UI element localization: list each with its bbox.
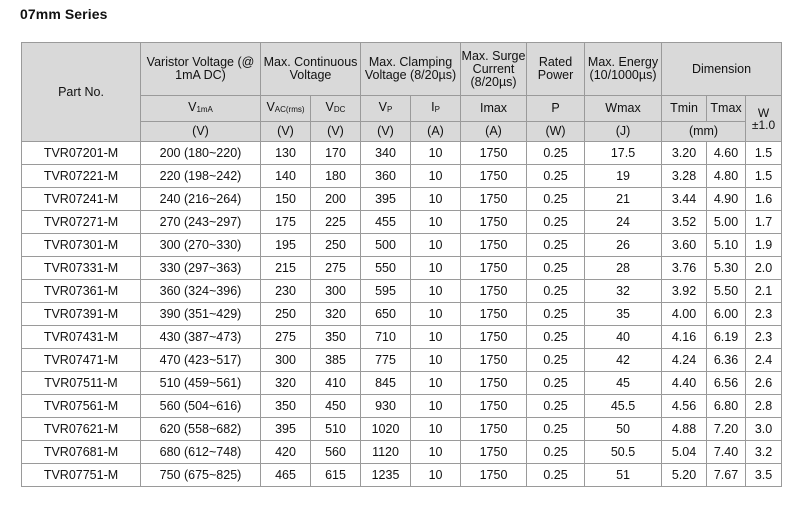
cell-imax: 1750 [461, 441, 527, 464]
cell-ip: 10 [411, 234, 461, 257]
cell-vac: 465 [261, 464, 311, 487]
cell-ip: 10 [411, 257, 461, 280]
cell-varistor-voltage: 430 (387~473) [141, 326, 261, 349]
cell-vac: 275 [261, 326, 311, 349]
cell-varistor-voltage: 510 (459~561) [141, 372, 261, 395]
cell-energy: 42 [585, 349, 662, 372]
cell-imax: 1750 [461, 165, 527, 188]
header-max-continuous-voltage: Max. Continuous Voltage [261, 43, 361, 96]
header-part-no: Part No. [22, 43, 141, 142]
cell-tmax: 5.10 [707, 234, 746, 257]
symbol-ip [411, 96, 461, 122]
cell-vac: 300 [261, 349, 311, 372]
cell-vp: 500 [361, 234, 411, 257]
spec-table-body [22, 142, 782, 487]
cell-vp: 340 [361, 142, 411, 165]
cell-vp: 650 [361, 303, 411, 326]
cell-varistor-voltage: 240 (216~264) [141, 188, 261, 211]
cell-w: 2.0 [746, 257, 782, 280]
cell-energy: 28 [585, 257, 662, 280]
cell-varistor-voltage: 470 (423~517) [141, 349, 261, 372]
cell-part-no: TVR07391-M [22, 303, 141, 326]
cell-vdc: 200 [311, 188, 361, 211]
cell-tmin: 5.04 [662, 441, 707, 464]
symbol-vac [261, 96, 311, 122]
cell-tmax: 7.67 [707, 464, 746, 487]
cell-tmin: 5.20 [662, 464, 707, 487]
cell-vdc: 450 [311, 395, 361, 418]
unit-vp: (V) [361, 122, 411, 142]
unit-mm: (mm) [662, 122, 746, 142]
cell-part-no: TVR07561-M [22, 395, 141, 418]
cell-w: 1.5 [746, 165, 782, 188]
cell-power: 0.25 [527, 326, 585, 349]
cell-w: 1.6 [746, 188, 782, 211]
table-row [22, 257, 782, 280]
cell-vac: 420 [261, 441, 311, 464]
cell-w: 3.0 [746, 418, 782, 441]
cell-varistor-voltage: 390 (351~429) [141, 303, 261, 326]
symbol-wmax: Wmax [585, 96, 662, 122]
spec-table [21, 42, 782, 487]
table-row [22, 349, 782, 372]
cell-energy: 50 [585, 418, 662, 441]
cell-varistor-voltage: 300 (270~330) [141, 234, 261, 257]
cell-vac: 250 [261, 303, 311, 326]
cell-vp: 360 [361, 165, 411, 188]
cell-power: 0.25 [527, 234, 585, 257]
cell-varistor-voltage: 680 (612~748) [141, 441, 261, 464]
header-varistor-voltage: Varistor Voltage (@ 1mA DC) [141, 43, 261, 96]
cell-tmax: 5.50 [707, 280, 746, 303]
cell-ip: 10 [411, 464, 461, 487]
cell-w: 2.1 [746, 280, 782, 303]
cell-tmin: 3.44 [662, 188, 707, 211]
symbol-vp-main: V [378, 100, 388, 114]
cell-tmax: 6.80 [707, 395, 746, 418]
cell-imax: 1750 [461, 326, 527, 349]
cell-part-no: TVR07471-M [22, 349, 141, 372]
cell-vp: 710 [361, 326, 411, 349]
cell-energy: 50.5 [585, 441, 662, 464]
cell-imax: 1750 [461, 349, 527, 372]
cell-energy: 17.5 [585, 142, 662, 165]
cell-tmin: 4.16 [662, 326, 707, 349]
cell-part-no: TVR07301-M [22, 234, 141, 257]
cell-tmax: 6.36 [707, 349, 746, 372]
cell-part-no: TVR07621-M [22, 418, 141, 441]
cell-vdc: 170 [311, 142, 361, 165]
cell-vac: 130 [261, 142, 311, 165]
symbol-w: W ±1.0 [746, 96, 782, 142]
table-row [22, 165, 782, 188]
symbol-v1ma [141, 96, 261, 122]
cell-power: 0.25 [527, 418, 585, 441]
cell-vp: 1120 [361, 441, 411, 464]
cell-tmin: 3.52 [662, 211, 707, 234]
cell-varistor-voltage: 220 (198~242) [141, 165, 261, 188]
cell-w: 1.7 [746, 211, 782, 234]
cell-power: 0.25 [527, 303, 585, 326]
cell-ip: 10 [411, 349, 461, 372]
cell-vdc: 510 [311, 418, 361, 441]
cell-ip: 10 [411, 165, 461, 188]
unit-imax: (A) [461, 122, 527, 142]
cell-power: 0.25 [527, 165, 585, 188]
cell-energy: 24 [585, 211, 662, 234]
cell-part-no: TVR07511-M [22, 372, 141, 395]
cell-tmin: 3.92 [662, 280, 707, 303]
cell-energy: 45.5 [585, 395, 662, 418]
cell-imax: 1750 [461, 303, 527, 326]
symbol-ip-main: I [431, 100, 435, 114]
cell-vac: 395 [261, 418, 311, 441]
table-row [22, 372, 782, 395]
cell-vp: 1235 [361, 464, 411, 487]
header-rated-power: Rated Power [527, 43, 585, 96]
cell-energy: 26 [585, 234, 662, 257]
cell-vac: 215 [261, 257, 311, 280]
cell-tmin: 3.20 [662, 142, 707, 165]
cell-vac: 175 [261, 211, 311, 234]
cell-w: 1.5 [746, 142, 782, 165]
cell-imax: 1750 [461, 464, 527, 487]
cell-vdc: 560 [311, 441, 361, 464]
cell-vdc: 275 [311, 257, 361, 280]
cell-imax: 1750 [461, 395, 527, 418]
cell-w: 2.8 [746, 395, 782, 418]
cell-w: 2.3 [746, 326, 782, 349]
cell-tmax: 4.80 [707, 165, 746, 188]
symbol-tmin: Tmin [662, 96, 707, 122]
cell-tmin: 4.40 [662, 372, 707, 395]
cell-tmax: 6.00 [707, 303, 746, 326]
cell-w: 1.9 [746, 234, 782, 257]
table-row [22, 234, 782, 257]
symbol-vac-sub: AC(rms) [274, 105, 305, 114]
cell-imax: 1750 [461, 188, 527, 211]
cell-tmax: 7.20 [707, 418, 746, 441]
cell-vdc: 320 [311, 303, 361, 326]
table-row [22, 395, 782, 418]
cell-power: 0.25 [527, 211, 585, 234]
header-dimension: Dimension [662, 43, 782, 96]
cell-energy: 51 [585, 464, 662, 487]
symbol-p: P [527, 96, 585, 122]
unit-energy: (J) [585, 122, 662, 142]
cell-tmax: 4.60 [707, 142, 746, 165]
cell-vp: 775 [361, 349, 411, 372]
cell-ip: 10 [411, 395, 461, 418]
cell-part-no: TVR07331-M [22, 257, 141, 280]
cell-ip: 10 [411, 280, 461, 303]
symbol-v1ma-main: V [188, 100, 197, 114]
cell-varistor-voltage: 200 (180~220) [141, 142, 261, 165]
table-row [22, 441, 782, 464]
cell-energy: 32 [585, 280, 662, 303]
cell-tmin: 3.76 [662, 257, 707, 280]
table-row [22, 142, 782, 165]
unit-vdc: (V) [311, 122, 361, 142]
symbol-tmax: Tmax [707, 96, 746, 122]
cell-imax: 1750 [461, 372, 527, 395]
cell-part-no: TVR07431-M [22, 326, 141, 349]
cell-vac: 140 [261, 165, 311, 188]
cell-vp: 395 [361, 188, 411, 211]
symbol-v1ma-sub: 1mA [196, 105, 213, 114]
table-row [22, 303, 782, 326]
cell-varistor-voltage: 330 (297~363) [141, 257, 261, 280]
symbol-vp-sub: P [387, 105, 393, 114]
cell-power: 0.25 [527, 464, 585, 487]
cell-imax: 1750 [461, 211, 527, 234]
cell-energy: 40 [585, 326, 662, 349]
cell-vac: 230 [261, 280, 311, 303]
cell-part-no: TVR07201-M [22, 142, 141, 165]
cell-imax: 1750 [461, 142, 527, 165]
cell-tmax: 4.90 [707, 188, 746, 211]
symbol-vdc-main: V [325, 100, 334, 114]
cell-vdc: 300 [311, 280, 361, 303]
cell-imax: 1750 [461, 234, 527, 257]
cell-tmin: 3.60 [662, 234, 707, 257]
cell-ip: 10 [411, 418, 461, 441]
unit-vac: (V) [261, 122, 311, 142]
cell-ip: 10 [411, 303, 461, 326]
cell-ip: 10 [411, 211, 461, 234]
cell-w: 2.4 [746, 349, 782, 372]
cell-varistor-voltage: 750 (675~825) [141, 464, 261, 487]
table-row [22, 188, 782, 211]
symbol-vdc-sub: DC [333, 105, 346, 114]
cell-vdc: 180 [311, 165, 361, 188]
cell-vdc: 225 [311, 211, 361, 234]
cell-varistor-voltage: 620 (558~682) [141, 418, 261, 441]
cell-w: 3.2 [746, 441, 782, 464]
cell-ip: 10 [411, 441, 461, 464]
page-title: 07mm Series [20, 6, 108, 22]
cell-power: 0.25 [527, 441, 585, 464]
cell-vp: 455 [361, 211, 411, 234]
cell-ip: 10 [411, 142, 461, 165]
header-max-energy: Max. Energy (10/1000µs) [585, 43, 662, 96]
cell-tmax: 6.56 [707, 372, 746, 395]
cell-varistor-voltage: 560 (504~616) [141, 395, 261, 418]
cell-vac: 195 [261, 234, 311, 257]
cell-tmin: 3.28 [662, 165, 707, 188]
unit-varistor-voltage: (V) [141, 122, 261, 142]
symbol-vdc [311, 96, 361, 122]
cell-vdc: 350 [311, 326, 361, 349]
table-row [22, 280, 782, 303]
cell-tmax: 6.19 [707, 326, 746, 349]
cell-tmin: 4.56 [662, 395, 707, 418]
cell-part-no: TVR07681-M [22, 441, 141, 464]
cell-tmin: 4.24 [662, 349, 707, 372]
symbol-vac-main: V [266, 100, 275, 114]
table-row [22, 326, 782, 349]
cell-energy: 21 [585, 188, 662, 211]
symbol-ip-sub: P [434, 105, 440, 114]
cell-imax: 1750 [461, 418, 527, 441]
cell-part-no: TVR07751-M [22, 464, 141, 487]
cell-tmin: 4.88 [662, 418, 707, 441]
cell-power: 0.25 [527, 280, 585, 303]
cell-vp: 930 [361, 395, 411, 418]
cell-w: 2.3 [746, 303, 782, 326]
cell-ip: 10 [411, 372, 461, 395]
cell-ip: 10 [411, 188, 461, 211]
cell-power: 0.25 [527, 349, 585, 372]
cell-imax: 1750 [461, 257, 527, 280]
symbol-imax: Imax [461, 96, 527, 122]
header-max-surge-current: Max. Surge Current (8/20µs) [461, 43, 527, 96]
cell-tmax: 7.40 [707, 441, 746, 464]
cell-vp: 595 [361, 280, 411, 303]
cell-energy: 35 [585, 303, 662, 326]
table-row [22, 418, 782, 441]
cell-vac: 350 [261, 395, 311, 418]
table-row [22, 464, 782, 487]
cell-part-no: TVR07271-M [22, 211, 141, 234]
cell-varistor-voltage: 360 (324~396) [141, 280, 261, 303]
cell-power: 0.25 [527, 188, 585, 211]
header-max-clamping-voltage: Max. Clamping Voltage (8/20µs) [361, 43, 461, 96]
cell-ip: 10 [411, 326, 461, 349]
cell-vdc: 615 [311, 464, 361, 487]
cell-vp: 1020 [361, 418, 411, 441]
cell-energy: 19 [585, 165, 662, 188]
unit-power: (W) [527, 122, 585, 142]
cell-tmax: 5.00 [707, 211, 746, 234]
cell-power: 0.25 [527, 257, 585, 280]
cell-tmax: 5.30 [707, 257, 746, 280]
unit-ip: (A) [411, 122, 461, 142]
cell-vp: 845 [361, 372, 411, 395]
cell-vac: 320 [261, 372, 311, 395]
cell-energy: 45 [585, 372, 662, 395]
cell-imax: 1750 [461, 280, 527, 303]
cell-vp: 550 [361, 257, 411, 280]
cell-w: 2.6 [746, 372, 782, 395]
cell-vdc: 250 [311, 234, 361, 257]
cell-varistor-voltage: 270 (243~297) [141, 211, 261, 234]
cell-part-no: TVR07221-M [22, 165, 141, 188]
cell-vdc: 385 [311, 349, 361, 372]
cell-power: 0.25 [527, 142, 585, 165]
cell-vac: 150 [261, 188, 311, 211]
cell-tmin: 4.00 [662, 303, 707, 326]
cell-power: 0.25 [527, 395, 585, 418]
cell-w: 3.5 [746, 464, 782, 487]
cell-part-no: TVR07361-M [22, 280, 141, 303]
table-row [22, 211, 782, 234]
cell-vdc: 410 [311, 372, 361, 395]
cell-power: 0.25 [527, 372, 585, 395]
symbol-vp [361, 96, 411, 122]
cell-part-no: TVR07241-M [22, 188, 141, 211]
